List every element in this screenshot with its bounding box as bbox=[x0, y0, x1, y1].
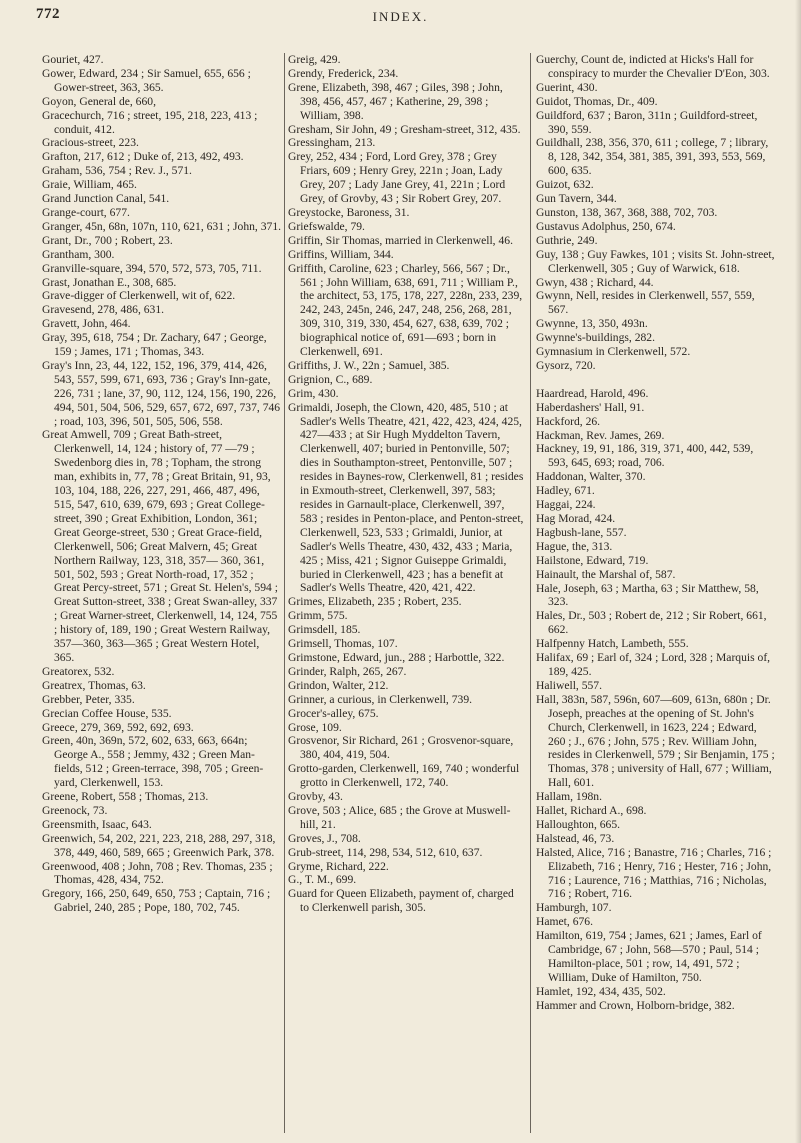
index-entry: Hale, Joseph, 63 ; Martha, 63 ; Sir Matthew, 58, 323. bbox=[536, 581, 759, 609]
index-entry: Granger, 45n, 68n, 107n, 110, 621, 631 ; John, 371. bbox=[42, 219, 282, 233]
index-entry: Grebber, Peter, 335. bbox=[42, 692, 135, 706]
index-entry: Grindon, Walter, 212. bbox=[288, 678, 389, 692]
index-entry: Granville-square, 394, 570, 572, 573, 705, 711. bbox=[42, 261, 262, 275]
index-entry: Guidot, Thomas, Dr., 409. bbox=[536, 94, 658, 108]
index-entry: Greensmith, Isaac, 643. bbox=[42, 817, 152, 831]
index-entry: Hailstone, Edward, 719. bbox=[536, 553, 649, 567]
index-entry: Hackman, Rev. James, 269. bbox=[536, 428, 665, 442]
index-entry: Greatorex, 532. bbox=[42, 664, 115, 678]
index-entry: Greenwich, 54, 202, 221, 223, 218, 288, 297, 318, 378, 449, 460, 589, 665 ; Greenwich Park, 378. bbox=[42, 831, 276, 859]
index-entry: Haberdashers' Hall, 91. bbox=[536, 400, 645, 414]
index-entry: Guizot, 632. bbox=[536, 178, 594, 192]
index-entry: Groves, J., 708. bbox=[288, 831, 361, 845]
index-entry: Hackney, 19, 91, 186, 319, 371, 400, 442, 539, 593, 645, 693; road, 706. bbox=[536, 442, 754, 470]
index-entry: Grotto-garden, Clerkenwell, 169, 740 ; wonderful grotto in Clerkenwell, 172, 740. bbox=[288, 762, 520, 790]
index-entry: Guard for Queen Elizabeth, payment of, charged to Clerkenwell parish, 305. bbox=[288, 887, 514, 915]
index-entry: Grocer's-alley, 675. bbox=[288, 706, 379, 720]
index-entry: Halloughton, 665. bbox=[536, 817, 621, 831]
index-entry: Grimaldi, Joseph, the Clown, 420, 485, 510 ; at Sadler's Wells Theatre, 421, 422, 423, 424, 425, 427—433 ; at Sir Hugh Myddelton Tavern, Clerkenwell, 407; buried in Pentonville, 507; dies in Southampton-street, Pentonville, 507 ; resides in Baynes-row, Clerkenwell, 81 ; resides in Exmouth-street, Clerkenwell, 397, 583; resides in Garnault-place, Clerkenwell, 397, 583 ; resides in Penton-place, and Penton-street, Clerkenwell, 523, 533 ; Grimaldi, Junior, at Sadler's Wells Theatre, 430, 432, 433 ; Maria, 425 ; Miss, 421 ; Signor Guiseppe Grimaldi, buried in Clerkenwell, 423 ; has a benefit at Sadler's Wells Theatre, 420, 421, 422. bbox=[288, 400, 524, 595]
index-entry: Greene, Robert, 558 ; Thomas, 213. bbox=[42, 790, 209, 804]
index-entry: Hagbush-lane, 557. bbox=[536, 525, 627, 539]
running-head: INDEX. bbox=[372, 9, 429, 24]
index-entry: Gravett, John, 464. bbox=[42, 317, 131, 331]
index-entry: Haliwell, 557. bbox=[536, 678, 603, 692]
index-entry: Gregory, 166, 250, 649, 650, 753 ; Captain, 716 ; Gabriel, 240, 285 ; Pope, 180, 702, 745. bbox=[42, 887, 271, 915]
index-entry: Grange-court, 677. bbox=[42, 205, 130, 219]
index-column-1 bbox=[42, 53, 282, 915]
index-entry: Greenwood, 408 ; John, 708 ; Rev. Thomas, 235 ; Thomas, 428, 434, 752. bbox=[42, 859, 273, 887]
index-entry: Grosvenor, Sir Richard, 261 ; Grosvenor-square, 380, 404, 419, 504. bbox=[288, 734, 514, 762]
page-number: 772 bbox=[36, 6, 60, 22]
index-entry: Hammer and Crown, Holborn-bridge, 382. bbox=[536, 998, 735, 1012]
index-entry: Greatrex, Thomas, 63. bbox=[42, 678, 146, 692]
column-divider bbox=[530, 53, 531, 1133]
index-entry: Guerchy, Count de, indicted at Hicks's Hall for conspiracy to murder the Chevalier D'Eon, 303. bbox=[536, 53, 770, 80]
index-entry: Grignion, C., 689. bbox=[288, 372, 373, 386]
index-entry: Graie, William, 465. bbox=[42, 178, 137, 192]
index-entry: Guthrie, 249. bbox=[536, 233, 598, 247]
index-entry: Gunston, 138, 367, 368, 388, 702, 703. bbox=[536, 205, 718, 219]
index-entry: Hadley, 671. bbox=[536, 484, 595, 498]
index-entry: Grey, 252, 434 ; Ford, Lord Grey, 378 ; Grey Friars, 609 ; Henry Grey, 221n ; Joan, Lady Grey, 207 ; Lady Jane Grey, 41, 221n ; Lord Grey, of Grovby, 43 ; Sir Robert Grey, 207. bbox=[288, 150, 506, 206]
index-entry: Halfpenny Hatch, Lambeth, 555. bbox=[536, 637, 689, 651]
index-entry: Grim, 430. bbox=[288, 386, 339, 400]
index-entry: Grand Junction Canal, 541. bbox=[42, 192, 170, 206]
index-entry: Guildford, 637 ; Baron, 311n ; Guildford-street, 390, 559. bbox=[536, 108, 758, 136]
index-entry: Griffiths, J. W., 22n ; Samuel, 385. bbox=[288, 358, 450, 372]
index-entry: Hamet, 676. bbox=[536, 915, 593, 929]
index-entry: Hales, Dr., 503 ; Robert de, 212 ; Sir Robert, 661, 662. bbox=[536, 609, 767, 637]
index-entry: Gressingham, 213. bbox=[288, 136, 376, 150]
index-entry: Halstead, 46, 73. bbox=[536, 831, 615, 845]
index-entry: Grose, 109. bbox=[288, 720, 342, 734]
index-entry: Hallet, Richard A., 698. bbox=[536, 804, 647, 818]
index-entry: Grub-street, 114, 298, 534, 512, 610, 637. bbox=[288, 845, 483, 859]
index-entry: Gracechurch, 716 ; street, 195, 218, 223, 413 ; conduit, 412. bbox=[42, 108, 258, 136]
index-entry: Grafton, 217, 612 ; Duke of, 213, 492, 493. bbox=[42, 150, 244, 164]
index-entry: Halsted, Alice, 716 ; Banastre, 716 ; Charles, 716 ; Elizabeth, 716 ; Henry, 716 ; Hester, 716 ; John, 716 ; Laurence, 716 ; Matthias, 716 ; Nicholas, 716 ; Robert, 716. bbox=[536, 845, 772, 901]
index-entry: Hackford, 26. bbox=[536, 414, 601, 428]
index-entry: Gravesend, 278, 486, 631. bbox=[42, 303, 165, 317]
index-entry: Grimsdell, 185. bbox=[288, 623, 361, 637]
index-entry: Haardread, Harold, 496. bbox=[536, 386, 649, 400]
index-entry: Grimm, 575. bbox=[288, 609, 348, 623]
index-entry: Gracious-street, 223. bbox=[42, 136, 139, 150]
index-entry: Gymnasium in Clerkenwell, 572. bbox=[536, 345, 691, 359]
index-entry: Griffins, William, 344. bbox=[288, 247, 394, 261]
index-entry: Gower, Edward, 234 ; Sir Samuel, 655, 656 ; Gower-street, 363, 365. bbox=[42, 66, 251, 94]
index-entry: Hamlet, 192, 434, 435, 502. bbox=[536, 984, 666, 998]
index-entry: Guildhall, 238, 356, 370, 611 ; college, 7 ; library, 8, 128, 342, 354, 381, 385, 391, 393, 553, 569, 600, 635. bbox=[536, 136, 769, 178]
index-entry: Grecian Coffee House, 535. bbox=[42, 706, 172, 720]
index-entry: Gryme, Richard, 222. bbox=[288, 859, 389, 873]
index-entry: Hamilton, 619, 754 ; James, 621 ; James, Earl of Cambridge, 67 ; John, 568—570 ; Paul, 514 ; Hamilton-place, 501 ; row, 14, 491, 572 ; William, Duke of Hamilton, 750. bbox=[536, 929, 762, 984]
index-entry: G., T. M., 699. bbox=[288, 873, 357, 887]
column-divider bbox=[284, 53, 285, 1133]
index-entry: Grene, Elizabeth, 398, 467 ; Giles, 398 ; John, 398, 456, 457, 467 ; Katherine, 29, 398 ; William, 398. bbox=[288, 80, 503, 122]
index-entry: Grinner, a curious, in Clerkenwell, 739. bbox=[288, 692, 473, 706]
index-entry: Gysorz, 720. bbox=[536, 358, 596, 372]
index-entry: Halifax, 69 ; Earl of, 324 ; Lord, 328 ; Marquis of, 189, 425. bbox=[536, 651, 771, 678]
index-entry: Grendy, Frederick, 234. bbox=[288, 66, 399, 80]
index-entry: Gwyn, 438 ; Richard, 44. bbox=[536, 275, 654, 289]
index-entry: Griefswalde, 79. bbox=[288, 219, 365, 233]
index-column-3 bbox=[536, 53, 776, 1013]
index-entry: Grove, 503 ; Alice, 685 ; the Grove at Muswell-hill, 21. bbox=[288, 803, 511, 831]
index-entry: Grovby, 43. bbox=[288, 790, 343, 804]
index-entry: Griffin, Sir Thomas, married in Clerkenwell, 46. bbox=[288, 233, 513, 247]
index-entry: Hag Morad, 424. bbox=[536, 512, 616, 525]
index-entry: Gustavus Adolphus, 250, 674. bbox=[536, 219, 676, 233]
index-entry: Guerint, 430. bbox=[536, 80, 598, 94]
index-entry: Hainault, the Marshal of, 587. bbox=[536, 567, 676, 581]
index-entry: Great Amwell, 709 ; Great Bath-street, Clerkenwell, 14, 124 ; history of, 77 —79 ; Swedenborg dies in, 78 ; Topham, the strong man, exhibits in, 77, 78 ; Great Britain, 91, 93, 103, 104, 188, 226, 227, 291, 466, 487, 496, 515, 547, 610, 639, 679, 693 ; Great College-street, 390 ; Great Exhibition, London, 361; Great George-street, 530 ; Great Grace-field, Clerkenwell, 506; Great Malvern, 45; Great Northern Railway, 123, 318, 357— 360, 361, 501, 502, 593 ; Great North-road, 17, 352 ; Great Percy-street, 571 ; Great St. Helen's, 594 ; Great Sutton-street, 338 ; Great Swan-alley, 337 ; Great Warner-street, Clerkenwell, 14, 124, 755 ; history of, 189, 190 ; Great Western Railway, 357—360, 363—365 ; Great Western Hotel, 365. bbox=[42, 428, 278, 664]
index-entry: Greece, 279, 369, 592, 692, 693. bbox=[42, 720, 194, 734]
index-entry: Hall, 383n, 587, 596n, 607—609, 613n, 680n ; Dr. Joseph, preaches at the opening of St. John's Church, Clerkenwell, in 1623, 224 ; Edward, 260 ; J., 676 ; John, 575 ; Rev. William John, resides in Clerkenwell, 579 ; Sir Benjamin, 175 ; Thomas, 378 ; university of Hall, 677 ; William, Hall, 601. bbox=[536, 692, 775, 790]
index-entry: Gresham, Sir John, 49 ; Gresham-street, 312, 435. bbox=[288, 122, 521, 136]
index-entry: Greig, 429. bbox=[288, 53, 341, 66]
letter-section-break bbox=[536, 373, 776, 387]
index-entry: Gun Tavern, 344. bbox=[536, 192, 617, 206]
index-entry: Grimsell, Thomas, 107. bbox=[288, 637, 398, 651]
index-entry: Gouriet, 427. bbox=[42, 53, 104, 66]
index-entry: Greenock, 73. bbox=[42, 803, 108, 817]
index-entry: Grant, Dr., 700 ; Robert, 23. bbox=[42, 233, 173, 247]
index-entry: Griffith, Caroline, 623 ; Charley, 566, 567 ; Dr., 561 ; John William, 638, 691, 711 ; William P., the architect, 53, 175, 178, 227, 228n, 233, 239, 242, 243, 245n, 246, 247, 248, 256, 268, 281, 309, 310, 319, 330, 454, 627, 638, 639, 702 ; biographical notice of, 691—693 ; born in Clerkenwell, 691. bbox=[288, 261, 523, 359]
index-entry: Hamburgh, 107. bbox=[536, 901, 612, 915]
index-entry: Gwynn, Nell, resides in Clerkenwell, 557, 559, 567. bbox=[536, 289, 755, 317]
index-entry: Greystocke, Baroness, 31. bbox=[288, 205, 410, 219]
index-column-2 bbox=[288, 53, 524, 915]
index-entry: Gwynne, 13, 350, 493n. bbox=[536, 317, 648, 331]
index-entry: Haggai, 224. bbox=[536, 498, 596, 512]
index-entry: Grinder, Ralph, 265, 267. bbox=[288, 664, 407, 678]
index-entry: Goyon, General de, 660, bbox=[42, 94, 156, 108]
page-edge-shadow bbox=[795, 0, 801, 1143]
index-entry: Grave-digger of Clerkenwell, wit of, 622. bbox=[42, 289, 236, 303]
index-entry: Hallam, 198n. bbox=[536, 790, 603, 804]
index-entry: Gray's Inn, 23, 44, 122, 152, 196, 379, 414, 426, 543, 557, 599, 671, 693, 736 ; Gray's Inn-gate, 226, 731 ; lane, 37, 90, 112, 124, 156, 190, 226, 494, 501, 504, 506, 529, 657, 672, 697, 737, 746 ; road, 103, 396, 501, 505, 506, 558. bbox=[42, 358, 281, 428]
index-entry: Graham, 536, 754 ; Rev. J., 571. bbox=[42, 164, 192, 178]
index-entry: Green, 40n, 369n, 572, 602, 633, 663, 664n; George A., 558 ; Jemmy, 432 ; Green Man-fields, 512 ; Green-terrace, 398, 705 ; Green-yard, Clerkenwell, 153. bbox=[42, 734, 264, 790]
index-entry: Grimes, Elizabeth, 235 ; Robert, 235. bbox=[288, 595, 462, 609]
index-entry: Gray, 395, 618, 754 ; Dr. Zachary, 647 ; George, 159 ; James, 171 ; Thomas, 343. bbox=[42, 331, 267, 359]
index-entry: Grantham, 300. bbox=[42, 247, 115, 261]
index-entry: Grimstone, Edward, jun., 288 ; Harbottle, 322. bbox=[288, 650, 505, 664]
index-entry: Haddonan, Walter, 370. bbox=[536, 470, 646, 484]
index-entry: Hague, the, 313. bbox=[536, 539, 613, 553]
index-entry: Guy, 138 ; Guy Fawkes, 101 ; visits St. John-street, Clerkenwell, 305 ; Guy of Warwick, 618. bbox=[536, 247, 775, 275]
index-entry: Grast, Jonathan E., 308, 685. bbox=[42, 275, 177, 289]
index-entry: Gwynne's-buildings, 282. bbox=[536, 331, 655, 345]
